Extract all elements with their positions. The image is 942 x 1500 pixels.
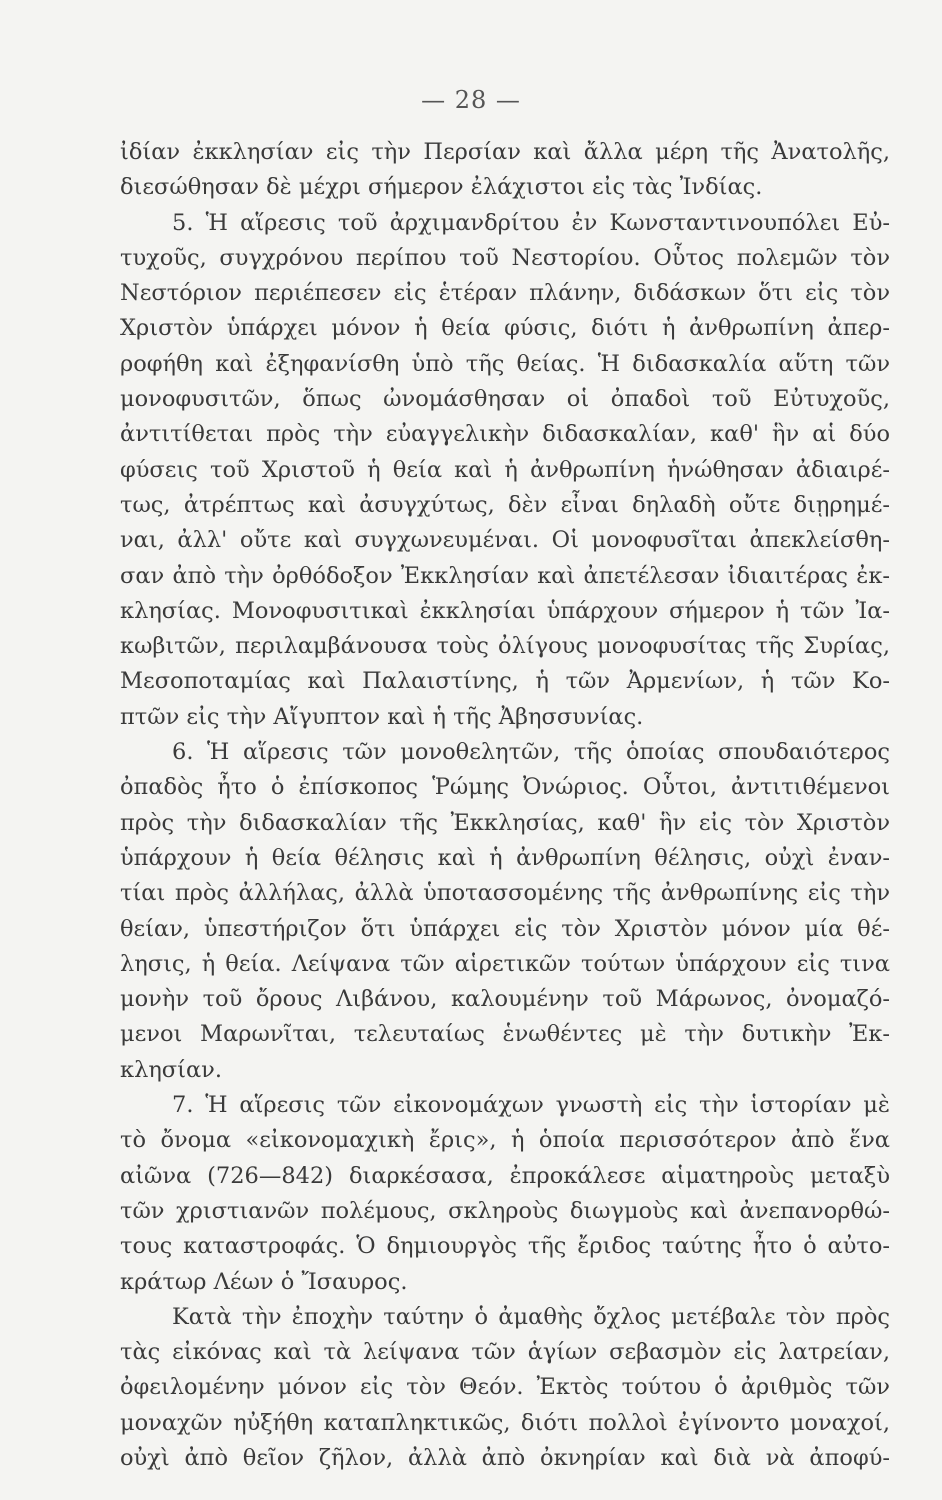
text-line: μοναχῶν ηὐξήθη καταπληκτικῶς, διότι πολλοὶ ἐγίνοντο μοναχοί, bbox=[120, 1409, 890, 1436]
text-line: Νεστόριον περιέπεσεν εἰς ἑτέραν πλάνην, διδάσκων ὅτι εἰς τὸν bbox=[120, 280, 890, 307]
text-line: ὀπαδὸς ἦτο ὁ ἐπίσκοπος Ῥώμης Ὀνώριος. Οὗτοι, ἀντιτιθέμενοι bbox=[120, 774, 890, 801]
text-line: τους καταστροφάς. Ὁ δημιουργὸς τῆς ἔριδος ταύτης ἦτο ὁ αὐτο- bbox=[120, 1233, 890, 1260]
text-line: οὐχὶ ἀπὸ θεῖον ζῆλον, ἀλλὰ ἀπὸ ὀκνηρίαν καὶ διὰ νὰ ἀποφύ- bbox=[120, 1444, 890, 1471]
text-line: διεσώθησαν δὲ μέχρι σήμερον ἐλάχιστοι εἰς τὰς Ἰνδίας. bbox=[120, 174, 763, 201]
text-line: πρὸς τὴν διδασκαλίαν τῆς Ἐκκλησίας, καθ' ἣν εἰς τὸν Χριστὸν bbox=[120, 809, 890, 836]
page-number: — 28 — bbox=[421, 86, 521, 114]
text-line: τὰς εἰκόνας καὶ τὰ λείψανα τῶν ἁγίων σεβασμὸν εἰς λατρείαν, bbox=[120, 1339, 890, 1366]
text-line: πτῶν εἰς τὴν Αἴγυπτον καὶ ἡ τῆς Ἀβησσυνίας. bbox=[120, 703, 644, 730]
text-line: κωβιτῶν, περιλαμβάνουσα τοὺς ὀλίγους μονοφυσίτας τῆς Συρίας, bbox=[120, 633, 890, 660]
text-line: τυχοῦς, συγχρόνου περίπου τοῦ Νεστορίου. Οὗτος πολεμῶν τὸν bbox=[120, 244, 890, 271]
text-line: 7. Ἡ αἵρεσις τῶν εἰκονομάχων γνωστὴ εἰς τὴν ἱστορίαν μὲ bbox=[172, 1092, 890, 1119]
text-line: ὑπάρχουν ἡ θεία θέλησις καὶ ἡ ἀνθρωπίνη θέλησις, οὐχὶ ἐναν- bbox=[120, 844, 890, 871]
text-line: σαν ἀπὸ τὴν ὀρθόδοξον Ἐκκλησίαν καὶ ἀπετέλεσαν ἰδιαιτέρας ἐκ- bbox=[120, 562, 890, 589]
text-line: τῶν χριστιανῶν πολέμους, σκληροὺς διωγμοὺς καὶ ἀνεπανορθώ- bbox=[120, 1197, 890, 1224]
text-line: κλησίαν. bbox=[120, 1056, 223, 1083]
text-line: μονὴν τοῦ ὄρους Λιβάνου, καλουμένην τοῦ Μάρωνος, ὀνομαζό- bbox=[120, 986, 890, 1013]
text-line: κλησίας. Μονοφυσιτικαὶ ἐκκλησίαι ὑπάρχουν σήμερον ἡ τῶν Ἰα- bbox=[120, 597, 890, 624]
text-line: ναι, ἀλλ' οὔτε καὶ συγχωνευμέναι. Οἱ μονοφυσῖται ἀπεκλείσθη- bbox=[120, 527, 890, 554]
text-line: ροφήθη καὶ ἐξηφανίσθη ὑπὸ τῆς θείας. Ἡ διδασκαλία αὕτη τῶν bbox=[120, 350, 890, 377]
text-line: τίαι πρὸς ἀλλήλας, ἀλλὰ ὑποτασσομένης τῆς ἀνθρωπίνης εἰς τὴν bbox=[120, 880, 890, 907]
text-line: 5. Ἡ αἵρεσις τοῦ ἀρχιμανδρίτου ἐν Κωνσταντινουπόλει Εὐ- bbox=[172, 209, 890, 236]
text-line: μονοφυσιτῶν, ὅπως ὠνομάσθησαν οἱ ὀπαδοὶ τοῦ Εὐτυχοῦς, bbox=[120, 386, 890, 413]
text-line: τως, ἀτρέπτως καὶ ἀσυγχύτως, δὲν εἶναι δηλαδὴ οὔτε διῃρημέ- bbox=[120, 491, 890, 518]
text-line: Κατὰ τὴν ἐποχὴν ταύτην ὁ ἀμαθὴς ὄχλος μετέβαλε τὸν πρὸς bbox=[172, 1303, 890, 1330]
text-line: Χριστὸν ὑπάρχει μόνον ἡ θεία φύσις, διότι ἡ ἀνθρωπίνη ἀπερ- bbox=[120, 315, 890, 342]
text-line: θείαν, ὑπεστήριζον ὅτι ὑπάρχει εἰς τὸν Χριστὸν μόνον μία θέ- bbox=[120, 915, 890, 942]
text-line: ὀφειλομένην μόνον εἰς τὸν Θεόν. Ἐκτὸς τούτου ὁ ἀριθμὸς τῶν bbox=[120, 1374, 890, 1401]
text-line: κράτωρ Λέων ὁ Ἴσαυρος. bbox=[120, 1268, 408, 1295]
body-text bbox=[120, 135, 890, 1476]
text-line: 6. Ἡ αἵρεσις τῶν μονοθελητῶν, τῆς ὁποίας σπουδαιότερος bbox=[172, 739, 890, 766]
text-line: φύσεις τοῦ Χριστοῦ ἡ θεία καὶ ἡ ἀνθρωπίνη ἡνώθησαν ἀδιαιρέ- bbox=[120, 456, 890, 483]
text-line: ἰδίαν ἐκκλησίαν εἰς τὴν Περσίαν καὶ ἄλλα μέρη τῆς Ἀνατολῆς, bbox=[120, 139, 890, 165]
text-line: ἀντιτίθεται πρὸς τὴν εὐαγγελικὴν διδασκαλίαν, καθ' ἣν αἱ δύο bbox=[120, 421, 890, 448]
text-line: μενοι Μαρωνῖται, τελευταίως ἑνωθέντες μὲ τὴν δυτικὴν Ἐκ- bbox=[120, 1021, 890, 1048]
text-line: Μεσοποταμίας καὶ Παλαιστίνης, ἡ τῶν Ἀρμενίων, ἡ τῶν Κο- bbox=[120, 668, 890, 695]
text-line: τὸ ὄνομα «εἰκονομαχικὴ ἔρις», ἡ ὁποία περισσότερον ἀπὸ ἕνα bbox=[120, 1127, 890, 1154]
text-line: λησις, ἡ θεία. Λείψανα τῶν αἱρετικῶν τούτων ὑπάρχουν εἰς τινα bbox=[120, 950, 890, 977]
text-line: αἰῶνα (726—842) διαρκέσασα, ἐπροκάλεσε αἱματηροὺς μεταξὺ bbox=[120, 1162, 890, 1189]
